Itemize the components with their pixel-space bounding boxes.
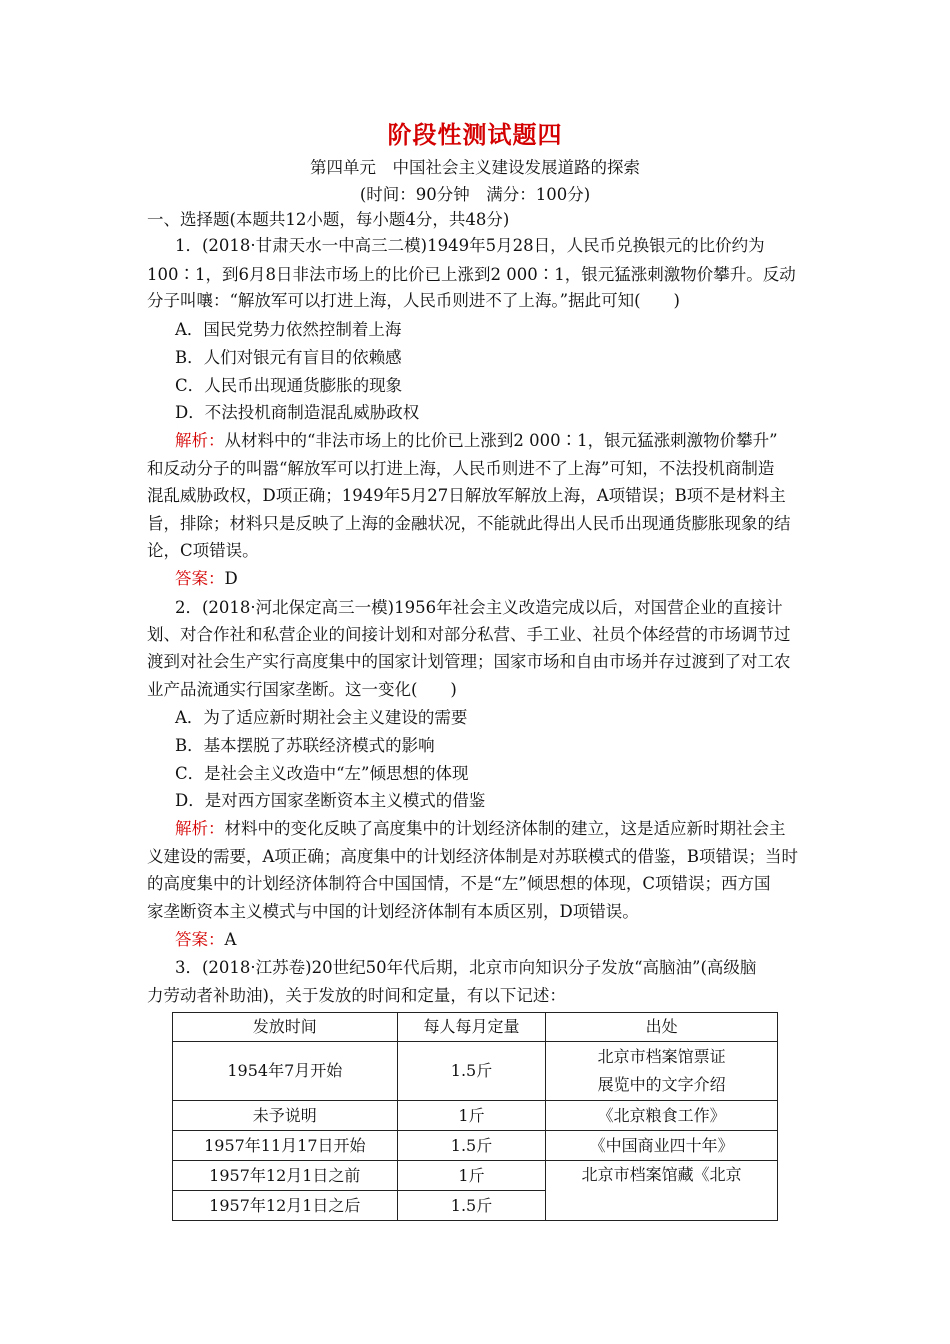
q2-stem-line-4: 业产品流通实行国家垄断。这一变化( ) xyxy=(147,680,457,699)
q1-stem-line-2: 100∶1，到6月8日非法市场上的比价已上涨到2 000∶1，银元猛涨刺激物价攀升。反动 xyxy=(147,265,796,284)
allowance-table xyxy=(172,1012,778,1221)
time-score-note: (时间：90分钟 满分：100分) xyxy=(359,185,591,204)
q2-answer xyxy=(175,926,236,954)
q1-analysis-label: 解析： xyxy=(175,431,225,450)
table-cell-source: 《北京粮食工作》 xyxy=(546,1101,778,1131)
q2-option-b: B．基本摆脱了苏联经济模式的影响 xyxy=(175,736,435,755)
table-row xyxy=(173,1042,778,1101)
q1-answer-label: 答案： xyxy=(175,569,225,588)
q1-analysis-line-4: 旨，排除；材料只是反映了上海的金融状况，不能就此得出人民币出现通货膨胀现象的结 xyxy=(147,514,791,533)
table-header-amount: 每人每月定量 xyxy=(397,1013,546,1042)
table-cell-amount: 1.5斤 xyxy=(397,1191,546,1221)
q1-analysis-line-1 xyxy=(175,427,778,455)
source-line: 北京市档案馆票证 xyxy=(597,1047,726,1066)
q1-option-a: A．国民党势力依然控制着上海 xyxy=(175,320,402,339)
section-heading: 一、选择题(本题共12小题，每小题4分，共48分) xyxy=(147,210,510,229)
table-cell-source: 《中国商业四十年》 xyxy=(546,1131,778,1161)
unit-subtitle: 第四单元 中国社会主义建设发展道路的探索 xyxy=(310,158,640,177)
q2-stem-line-2: 划、对合作社和私营企业的间接计划和对部分私营、手工业、社员个体经营的市场调节过 xyxy=(147,625,791,644)
q1-stem-line-3: 分子叫嚷：“解放军可以打进上海，人民币则进不了上海。”据此可知( ) xyxy=(147,291,680,310)
q2-answer-value: A xyxy=(224,930,237,949)
q1-analysis-line-3: 混乱威胁政权，D项正确；1949年5月27日解放军解放上海，A项错误；B项不是材料主 xyxy=(147,486,786,505)
q2-analysis-line-4: 家垄断资本主义模式与中国的计划经济体制有本质区别，D项错误。 xyxy=(147,902,639,921)
q2-stem-line-1: 2．(2018·河北保定高三一模)1956年社会主义改造完成以后，对国营企业的直接计 xyxy=(175,598,783,617)
table-cell-time: 1957年11月17日开始 xyxy=(173,1131,398,1161)
q1-option-c: C．人民币出现通货膨胀的现象 xyxy=(175,376,403,395)
q1-answer xyxy=(175,565,238,593)
table-cell-time: 1957年12月1日之前 xyxy=(173,1161,398,1191)
q2-option-d: D．是对西方国家垄断资本主义模式的借鉴 xyxy=(175,791,486,810)
q2-analysis-label: 解析： xyxy=(175,819,225,838)
q2-analysis-line-2: 义建设的需要，A项正确；高度集中的计划经济体制是对苏联模式的借鉴，B项错误；当时 xyxy=(147,847,799,866)
table-header-time: 发放时间 xyxy=(173,1013,398,1042)
table-row xyxy=(173,1161,778,1191)
table-cell-amount: 1.5斤 xyxy=(397,1131,546,1161)
source-line: 展览中的文字介绍 xyxy=(597,1075,726,1094)
q1-answer-value: D xyxy=(224,569,238,588)
q1-analysis-line-2: 和反动分子的叫嚣“解放军可以打进上海，人民币则进不了上海”可知，不法投机商制造 xyxy=(147,459,775,478)
q3-stem-line-2: 力劳动者补助油)，关于发放的时间和定量，有以下记述： xyxy=(147,986,566,1005)
table-cell-time: 未予说明 xyxy=(173,1101,398,1131)
q2-stem-line-3: 渡到对社会生产实行高度集中的国家计划管理；国家市场和自由市场并存过渡到了对工农 xyxy=(147,652,791,671)
q3-stem-line-1: 3．(2018·江苏卷)20世纪50年代后期，北京市向知识分子发放“高脑油”(高级脑 xyxy=(175,958,757,977)
table-cell-amount: 1.5斤 xyxy=(397,1042,546,1101)
table-cell-time: 1954年7月开始 xyxy=(173,1042,398,1101)
table-cell-source: 北京市档案馆藏《北京 xyxy=(546,1161,778,1221)
table-header-source: 出处 xyxy=(546,1013,778,1042)
q2-option-c: C．是社会主义改造中“左”倾思想的体现 xyxy=(175,764,469,783)
table-row xyxy=(173,1101,778,1131)
table-cell-amount: 1斤 xyxy=(397,1101,546,1131)
q2-answer-label: 答案： xyxy=(175,930,225,949)
table-cell-amount: 1斤 xyxy=(397,1161,546,1191)
q2-analysis-line-1 xyxy=(175,815,786,843)
page-title: 阶段性测试题四 xyxy=(387,121,563,149)
table-cell-source xyxy=(546,1042,778,1101)
table-header-row xyxy=(173,1013,778,1042)
q1-option-b: B．人们对银元有盲目的依赖感 xyxy=(175,348,402,367)
q1-analysis-text-1: 从材料中的“非法市场上的比价已上涨到2 000∶1，银元猛涨刺激物价攀升” xyxy=(224,431,778,450)
q2-analysis-line-3: 的高度集中的计划经济体制符合中国国情，不是“左”倾思想的体现，C项错误；西方国 xyxy=(147,874,771,893)
table-row xyxy=(173,1131,778,1161)
q1-analysis-line-5: 论，C项错误。 xyxy=(147,541,259,560)
q2-option-a: A．为了适应新时期社会主义建设的需要 xyxy=(175,708,468,727)
q1-stem-line-1: 1．(2018·甘肃天水一中高三二模)1949年5月28日，人民币兑换银元的比价约为 xyxy=(175,236,765,255)
q1-option-d: D．不法投机商制造混乱威胁政权 xyxy=(175,403,420,422)
q2-analysis-text-1: 材料中的变化反映了高度集中的计划经济体制的建立，这是适应新时期社会主 xyxy=(224,819,786,838)
table-cell-time: 1957年12月1日之后 xyxy=(173,1191,398,1221)
